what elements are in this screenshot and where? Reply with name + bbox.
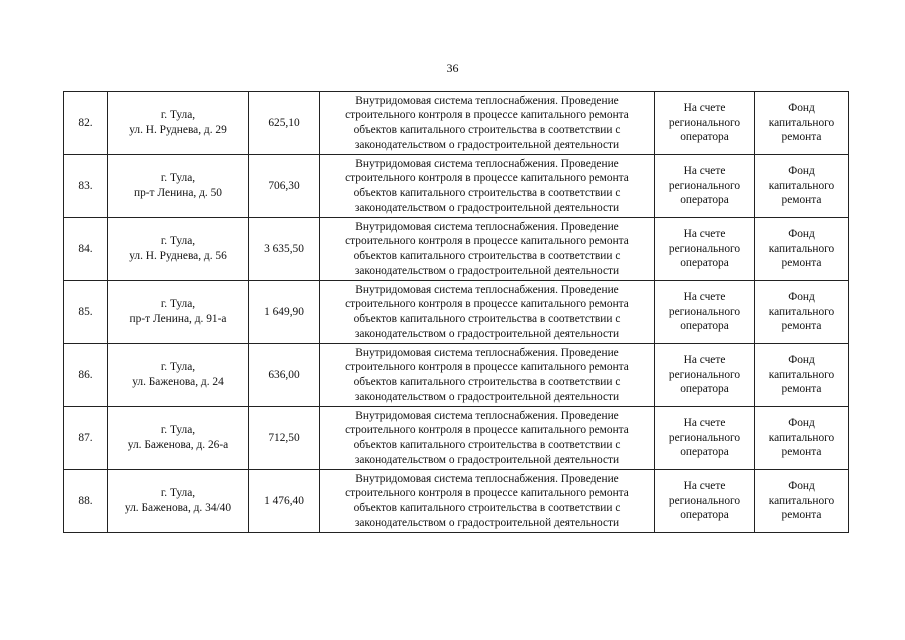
address-street: ул. Н. Руднева, д. 29 — [129, 124, 227, 136]
account-line: На счете — [683, 354, 726, 367]
work-line: Внутридомовая система теплоснабжения. Проведение — [355, 409, 619, 422]
fund-line: капитального — [768, 305, 835, 318]
account-line: оператора — [680, 446, 729, 459]
address-city: г. Тула, — [160, 424, 196, 437]
account-cell — [655, 470, 755, 533]
work-line: объектов капитального строительства в соответствии с — [353, 124, 621, 136]
work-line: законодательством о градостроительной деятельности — [354, 264, 620, 277]
work-line: Внутридомовая система теплоснабжения. Проведение — [355, 346, 619, 359]
cost-cell: 625,10 — [249, 92, 320, 155]
fund-cell — [755, 155, 849, 218]
address-street: ул. Баженова, д. 26-а — [127, 439, 229, 451]
address-city: г. Тула, — [160, 361, 196, 374]
work-line: строительного контроля в процессе капитального ремонта — [345, 235, 629, 248]
work-line: законодательством о градостроительной деятельности — [354, 390, 620, 403]
work-line: объектов капитального строительства в соответствии с — [353, 250, 621, 262]
work-line: строительного контроля в процессе капитального ремонта — [345, 298, 629, 311]
table-row — [64, 407, 849, 470]
cost-cell: 706,30 — [249, 155, 320, 218]
account-line: регионального — [668, 179, 741, 192]
fund-line: Фонд — [788, 291, 815, 304]
row-number: 86. — [64, 344, 108, 407]
address-cell — [108, 281, 249, 344]
fund-cell — [755, 407, 849, 470]
registry-table-body — [64, 92, 849, 533]
fund-cell — [755, 92, 849, 155]
fund-cell — [755, 281, 849, 344]
work-line: объектов капитального строительства в соответствии с — [353, 376, 621, 388]
work-line: Внутридомовая система теплоснабжения. Проведение — [355, 220, 619, 233]
fund-line: Фонд — [788, 417, 815, 430]
address-cell — [108, 155, 249, 218]
row-number: 84. — [64, 218, 108, 281]
table-row — [64, 344, 849, 407]
address-city: г. Тула, — [160, 298, 196, 311]
work-line: строительного контроля в процессе капитального ремонта — [345, 172, 629, 185]
row-number: 87. — [64, 407, 108, 470]
account-cell — [655, 218, 755, 281]
address-street: пр-т Ленина, д. 50 — [133, 187, 223, 199]
work-line: законодательством о градостроительной деятельности — [354, 201, 620, 214]
account-line: оператора — [680, 383, 729, 396]
address-street: ул. Н. Руднева, д. 56 — [129, 250, 227, 262]
fund-line: ремонта — [781, 320, 822, 333]
fund-line: ремонта — [781, 446, 822, 459]
table-row — [64, 92, 849, 155]
address-cell — [108, 407, 249, 470]
fund-line: Фонд — [788, 480, 815, 493]
fund-line: капитального — [768, 116, 835, 129]
account-line: регионального — [668, 494, 741, 507]
work-line: объектов капитального строительства в соответствии с — [353, 502, 621, 514]
page-number: 36 — [446, 61, 459, 75]
cost-cell: 712,50 — [249, 407, 320, 470]
work-line: строительного контроля в процессе капитального ремонта — [345, 109, 629, 122]
table-row — [64, 281, 849, 344]
work-description-cell — [320, 407, 655, 470]
work-line: объектов капитального строительства в соответствии с — [353, 313, 621, 325]
account-cell — [655, 155, 755, 218]
account-line: регионального — [668, 116, 741, 129]
work-line: строительного контроля в процессе капитального ремонта — [345, 361, 629, 374]
work-description-cell — [320, 344, 655, 407]
address-cell — [108, 470, 249, 533]
work-line: законодательством о градостроительной деятельности — [354, 453, 620, 466]
account-cell — [655, 344, 755, 407]
account-line: На счете — [683, 228, 726, 241]
address-cell — [108, 218, 249, 281]
cost-cell: 1 649,90 — [249, 281, 320, 344]
fund-cell — [755, 344, 849, 407]
cost-cell: 3 635,50 — [249, 218, 320, 281]
work-line: Внутридомовая система теплоснабжения. Проведение — [355, 94, 619, 107]
fund-cell — [755, 218, 849, 281]
address-street: ул. Баженова, д. 24 — [132, 376, 224, 388]
table-row — [64, 155, 849, 218]
account-cell — [655, 92, 755, 155]
account-line: оператора — [680, 320, 729, 333]
account-line: оператора — [680, 131, 729, 144]
account-line: На счете — [683, 102, 726, 115]
address-city: г. Тула, — [160, 109, 196, 122]
account-line: На счете — [683, 291, 726, 304]
work-line: объектов капитального строительства в соответствии с — [353, 187, 621, 199]
address-cell — [108, 92, 249, 155]
row-number: 82. — [64, 92, 108, 155]
fund-line: Фонд — [788, 228, 815, 241]
fund-line: Фонд — [788, 354, 815, 367]
fund-line: капитального — [768, 431, 835, 444]
work-line: законодательством о градостроительной деятельности — [354, 327, 620, 340]
fund-line: капитального — [768, 179, 835, 192]
work-line: строительного контроля в процессе капитального ремонта — [345, 424, 629, 437]
work-line: Внутридомовая система теплоснабжения. Проведение — [355, 157, 619, 170]
account-line: На счете — [683, 417, 726, 430]
work-line: Внутридомовая система теплоснабжения. Проведение — [355, 283, 619, 296]
work-description-cell — [320, 155, 655, 218]
fund-line: ремонта — [781, 509, 822, 522]
account-line: регионального — [668, 305, 741, 318]
table-row — [64, 470, 849, 533]
account-cell — [655, 407, 755, 470]
fund-line: ремонта — [781, 194, 822, 207]
work-description-cell — [320, 281, 655, 344]
work-line: законодательством о градостроительной деятельности — [354, 516, 620, 529]
fund-line: Фонд — [788, 165, 815, 178]
fund-line: ремонта — [781, 257, 822, 270]
fund-line: капитального — [768, 494, 835, 507]
fund-line: ремонта — [781, 131, 822, 144]
cost-cell: 636,00 — [249, 344, 320, 407]
work-line: строительного контроля в процессе капитального ремонта — [345, 487, 629, 500]
fund-line: капитального — [768, 368, 835, 381]
account-line: регионального — [668, 368, 741, 381]
address-cell — [108, 344, 249, 407]
work-line: объектов капитального строительства в соответствии с — [353, 439, 621, 451]
fund-cell — [755, 470, 849, 533]
address-city: г. Тула, — [160, 235, 196, 248]
account-line: регионального — [668, 431, 741, 444]
account-line: оператора — [680, 194, 729, 207]
fund-line: Фонд — [788, 102, 815, 115]
work-line: законодательством о градостроительной деятельности — [354, 138, 620, 151]
account-cell — [655, 281, 755, 344]
account-line: регионального — [668, 242, 741, 255]
cost-cell: 1 476,40 — [249, 470, 320, 533]
work-line: Внутридомовая система теплоснабжения. Проведение — [355, 472, 619, 485]
account-line: оператора — [680, 509, 729, 522]
address-city: г. Тула, — [160, 172, 196, 185]
row-number: 85. — [64, 281, 108, 344]
fund-line: капитального — [768, 242, 835, 255]
address-street: пр-т Ленина, д. 91-а — [129, 313, 227, 325]
fund-line: ремонта — [781, 383, 822, 396]
repair-registry-table — [63, 91, 849, 533]
account-line: На счете — [683, 480, 726, 493]
address-street: ул. Баженова, д. 34/40 — [124, 502, 232, 514]
account-line: оператора — [680, 257, 729, 270]
work-description-cell — [320, 92, 655, 155]
work-description-cell — [320, 470, 655, 533]
work-description-cell — [320, 218, 655, 281]
table-row — [64, 218, 849, 281]
address-city: г. Тула, — [160, 487, 196, 500]
account-line: На счете — [683, 165, 726, 178]
row-number: 88. — [64, 470, 108, 533]
row-number: 83. — [64, 155, 108, 218]
